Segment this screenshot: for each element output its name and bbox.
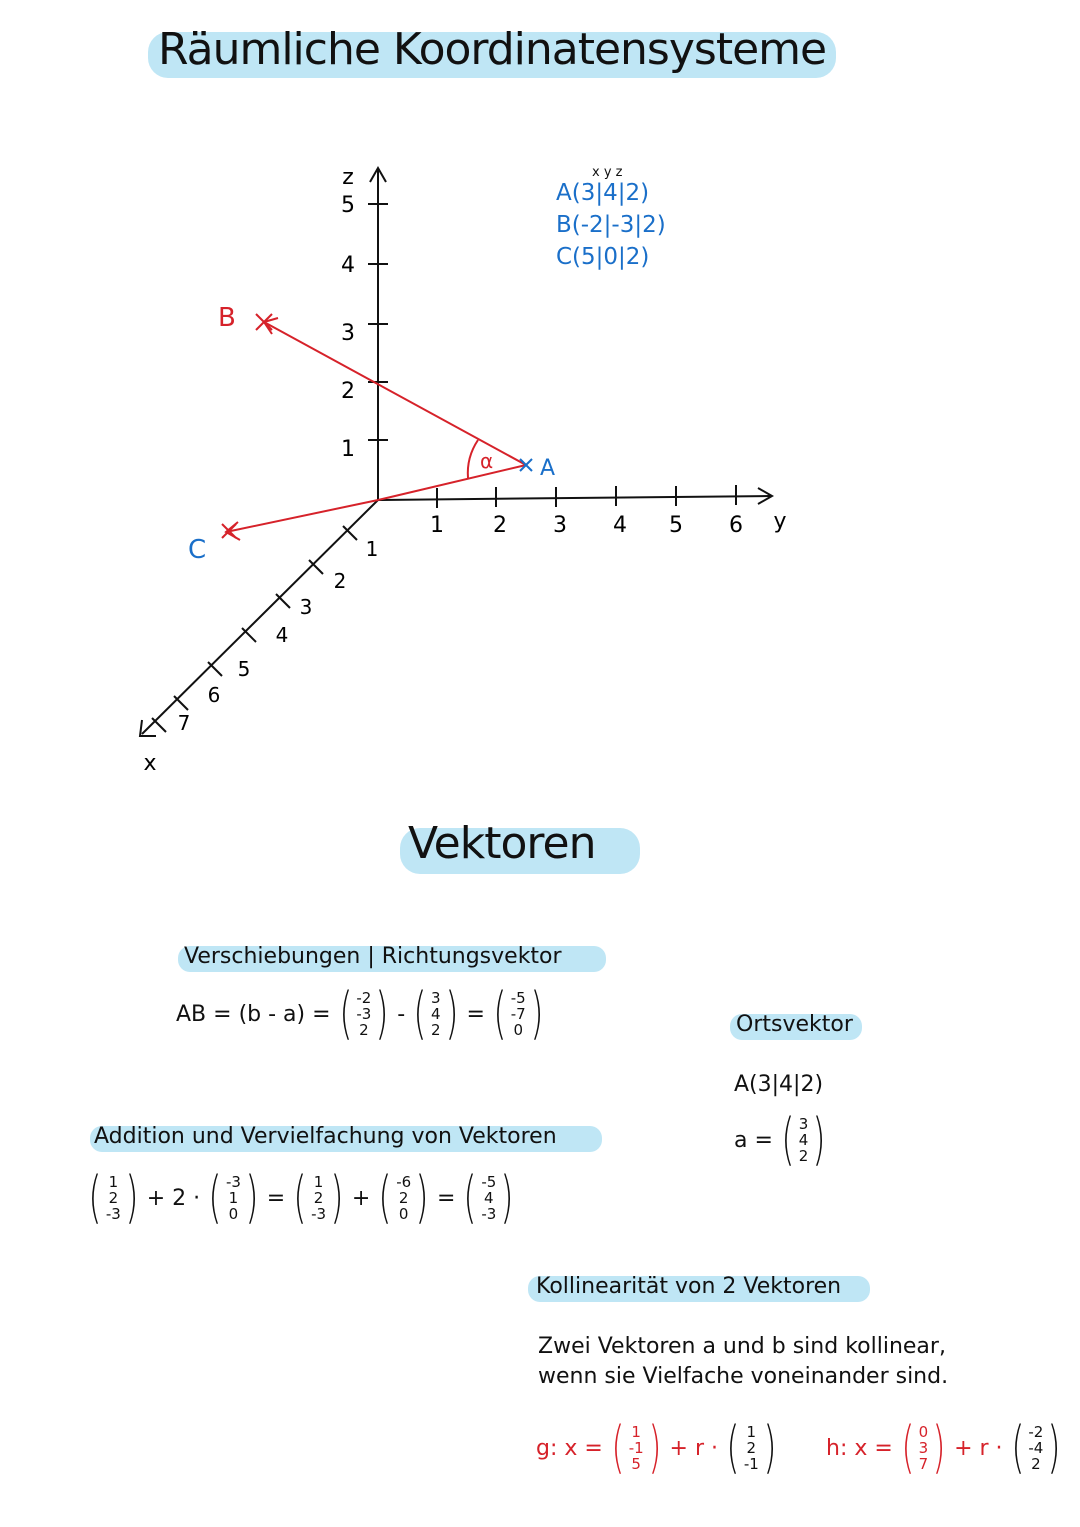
kollinearitaet-line-1: Zwei Vektoren a und b sind kollinear, — [538, 1334, 946, 1359]
z-tick-label: 1 — [341, 437, 355, 462]
kollinearitaet-heading: Kollinearität von 2 Vektoren — [536, 1274, 842, 1299]
kollinearitaet-line-2: wenn sie Vielfache voneinander sind. — [538, 1364, 949, 1389]
points-header: x y z — [592, 165, 623, 180]
ortsvektor-point: A(3|4|2) — [734, 1072, 824, 1097]
y-tick-label: 2 — [493, 513, 507, 538]
point-b-label: B — [218, 303, 236, 333]
ortsvektor-vector: ( 3 4 2 ) — [781, 1107, 826, 1172]
z-tick-label: 3 — [341, 321, 355, 346]
operator-equals: = — [466, 1001, 485, 1027]
z-tick-label: 5 — [341, 193, 355, 218]
addition-vector-4: ( -6 2 0 ) — [378, 1165, 429, 1230]
vector-b: ( -2 -3 2 ) — [338, 981, 389, 1046]
line-h-op: + r · — [954, 1435, 1003, 1461]
x-tick-label: 5 — [237, 657, 251, 681]
vektoren-heading: Vektoren — [408, 818, 596, 869]
x-tick-label: 1 — [365, 537, 379, 561]
y-tick-label: 1 — [430, 513, 444, 538]
x-tick-label: 7 — [177, 711, 191, 735]
z-tick-label: 4 — [341, 253, 355, 278]
vector-a: ( 3 4 2 ) — [413, 981, 459, 1046]
addition-vector-2: ( -3 1 0 ) — [208, 1165, 259, 1230]
line-g-op: + r · — [669, 1435, 718, 1461]
y-tick-label: 6 — [729, 513, 743, 538]
angle-label: α — [480, 449, 494, 473]
x-axis-ticks — [152, 526, 357, 732]
ortsvektor-heading: Ortsvektor — [736, 1012, 853, 1037]
addition-vector-3: ( 1 2 -3 ) — [293, 1165, 344, 1230]
line-h-lhs: h: x = — [826, 1435, 893, 1461]
point-a-label: A — [540, 456, 556, 481]
line-g-equation — [536, 1415, 781, 1480]
y-tick-label: 4 — [613, 513, 627, 538]
y-axis-label: y — [773, 509, 787, 534]
x-tick-label: 4 — [275, 623, 289, 647]
addition-eq-2: = — [437, 1185, 456, 1211]
z-tick-label: 2 — [341, 379, 355, 404]
y-tick-label: 5 — [669, 513, 683, 538]
angle-arc — [468, 440, 478, 478]
vector-to-c — [226, 500, 378, 532]
ortsvektor-lhs: a = — [734, 1127, 773, 1153]
verschiebung-lhs: AB = (b - a) = — [176, 1001, 331, 1027]
addition-vector-1: ( 1 2 -3 ) — [88, 1165, 139, 1230]
point-a-coords: A(3|4|2) — [556, 180, 650, 206]
line-h-equation — [826, 1415, 1065, 1480]
addition-op-2: + — [351, 1185, 371, 1211]
x-tick-label: 3 — [299, 595, 313, 619]
vector-to-a — [378, 465, 526, 500]
page-title: Räumliche Koordinatensysteme — [158, 24, 827, 75]
ortsvektor-equation — [734, 1107, 830, 1172]
verschiebung-heading: Verschiebungen | Richtungsvektor — [184, 944, 562, 969]
x-tick-label: 6 — [207, 683, 221, 707]
line-h-direction-vector: ( -2 -4 2 ) — [1010, 1415, 1061, 1480]
addition-op-1: + 2 · — [146, 1185, 201, 1211]
point-b-coords: B(-2|-3|2) — [556, 212, 666, 238]
y-tick-label: 3 — [553, 513, 567, 538]
addition-eq-1: = — [266, 1185, 286, 1211]
line-g-lhs: g: x = — [536, 1435, 603, 1461]
point-c-label: C — [188, 535, 207, 565]
addition-heading: Addition und Vervielfachung von Vektoren — [94, 1124, 557, 1149]
addition-result: ( -5 4 -3 ) — [463, 1165, 514, 1230]
line-g-support-vector: ( 1 -1 5 ) — [611, 1415, 662, 1480]
z-axis-label: z — [342, 165, 354, 190]
x-axis-label: x — [143, 751, 157, 776]
operator-minus: - — [397, 1001, 406, 1027]
point-c-coords: C(5|0|2) — [556, 244, 650, 270]
verschiebung-equation — [176, 981, 548, 1046]
vector-ab-result: ( -5 -7 0 ) — [493, 981, 544, 1046]
x-tick-label: 2 — [333, 569, 347, 593]
vector-a-to-b — [264, 322, 526, 465]
line-g-direction-vector: ( 1 2 -1 ) — [726, 1415, 777, 1480]
addition-equation — [84, 1165, 518, 1230]
point-b-marker — [256, 314, 272, 330]
line-h-support-vector: ( 0 3 7 ) — [901, 1415, 946, 1480]
